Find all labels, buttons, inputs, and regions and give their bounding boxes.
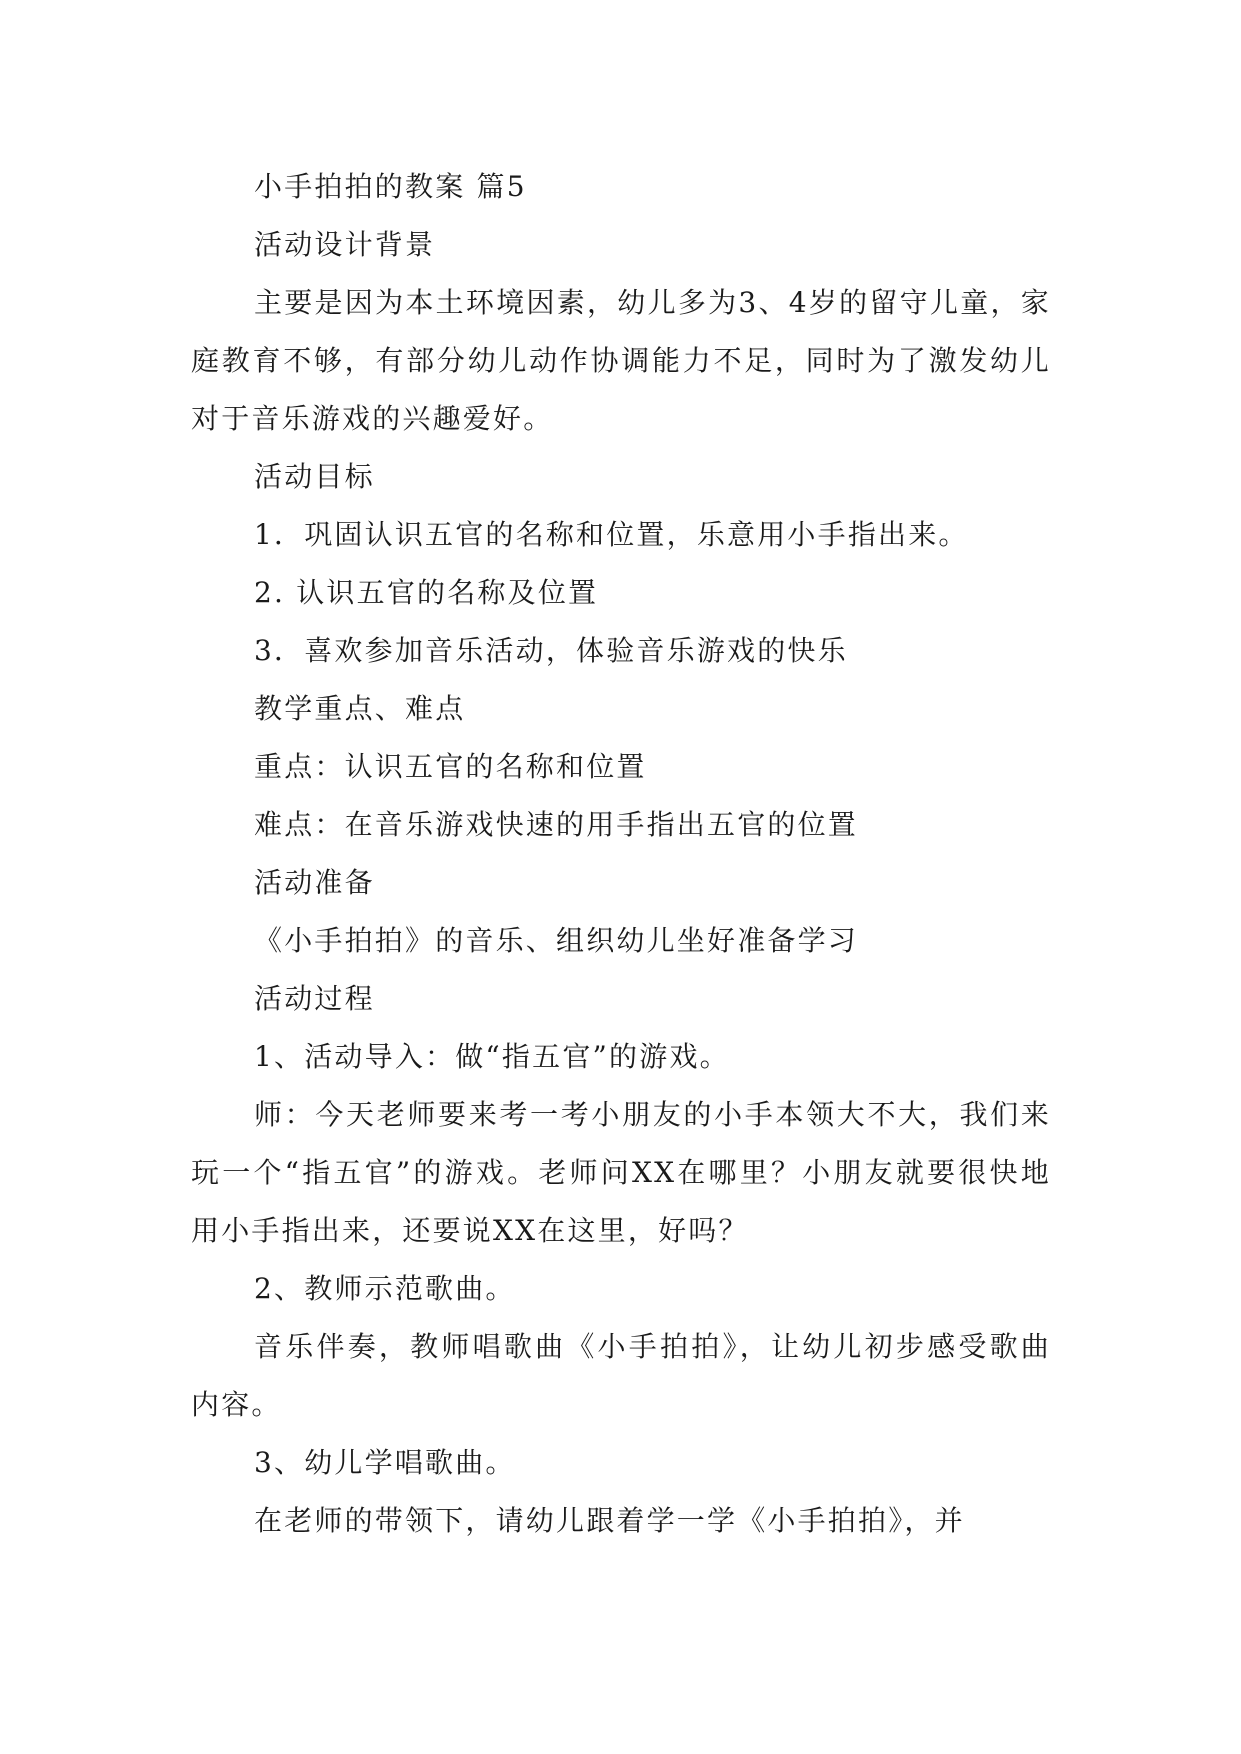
paragraph-teacher-speech: 师：今天老师要来考一考小朋友的小手本领大不大，我们来玩一个“指五官”的游戏。老师问XX在哪里？小朋友就要很快地用小手指出来，还要说XX在这里，好吗？	[191, 1098, 1051, 1247]
paragraph-demo: 音乐伴奏，教师唱歌曲《小手拍拍》，让幼儿初步感受歌曲内容。	[191, 1330, 1051, 1421]
heading-process: 活动过程	[254, 982, 375, 1015]
difficult-point: 难点：在音乐游戏快速的用手指出五官的位置	[254, 808, 859, 841]
heading-key-points: 教学重点、难点	[254, 692, 466, 725]
heading-design-background: 活动设计背景	[254, 228, 436, 261]
key-point: 重点：认识五官的名称和位置	[254, 750, 647, 783]
objective-item-3: 3．喜欢参加音乐活动，体验音乐游戏的快乐	[254, 634, 848, 667]
process-step-2: 2、教师示范歌曲。	[254, 1272, 516, 1305]
objective-item-1: 1．巩固认识五官的名称和位置，乐意用小手指出来。	[254, 518, 969, 551]
section-title: 小手拍拍的教案 篇5	[254, 170, 527, 203]
heading-objectives: 活动目标	[254, 460, 375, 493]
objective-item-2: 2. 认识五官的名称及位置	[254, 576, 599, 609]
heading-preparation: 活动准备	[254, 866, 375, 899]
paragraph-background: 主要是因为本土环境因素，幼儿多为3、4岁的留守儿童，家庭教育不够，有部分幼儿动作协调能力不足，同时为了激发幼儿对于音乐游戏的兴趣爱好。	[191, 286, 1051, 435]
process-step-3: 3、幼儿学唱歌曲。	[254, 1446, 516, 1479]
document-body	[191, 158, 1051, 1550]
process-step-1: 1、活动导入：做“指五官”的游戏。	[254, 1040, 730, 1073]
paragraph-learning: 在老师的带领下，请幼儿跟着学一学《小手拍拍》，并	[254, 1504, 965, 1537]
paragraph-preparation: 《小手拍拍》的音乐、组织幼儿坐好准备学习	[254, 924, 859, 957]
